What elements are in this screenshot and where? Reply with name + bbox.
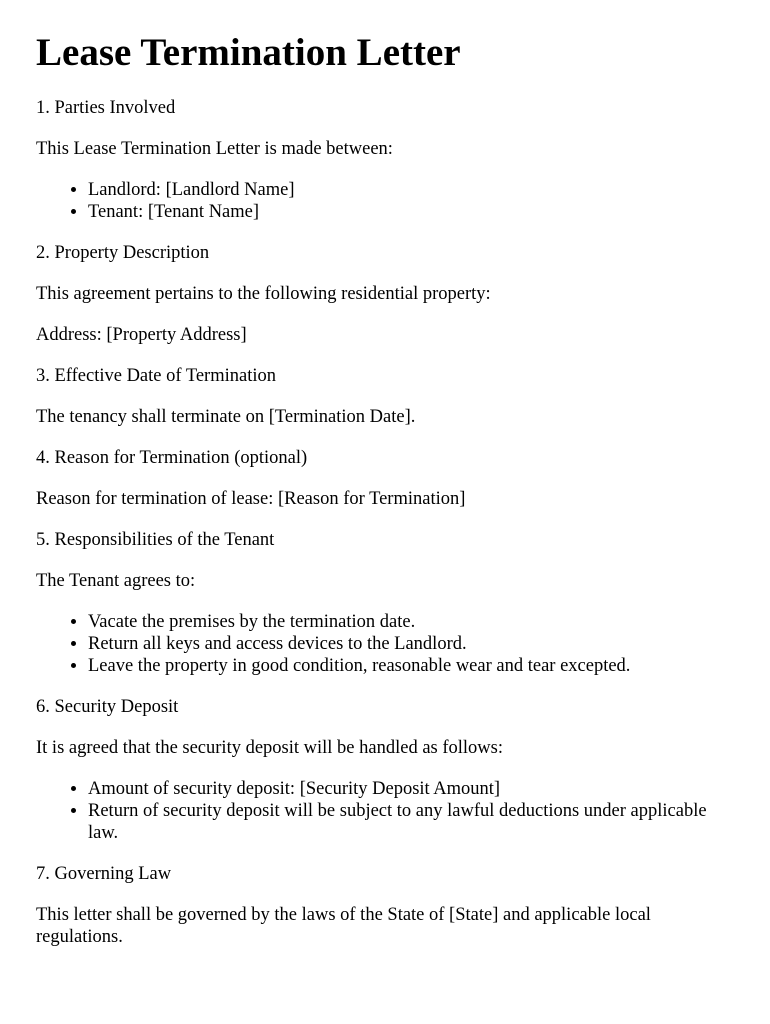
section-heading-responsibilities: 5. Responsibilities of the Tenant (36, 529, 275, 550)
section-heading-parties: 1. Parties Involved (36, 97, 176, 118)
list-item: • Amount of security deposit: [Security Deposit Amount] (88, 778, 734, 800)
section-heading-reason: 4. Reason for Termination (optional) (36, 447, 308, 468)
property-intro: This agreement pertains to the following residential property: (36, 283, 491, 304)
governing-law-text: This letter shall be governed by the laws of the State of [State] and applicable local regulations. (36, 904, 651, 947)
security-deposit-list (36, 778, 734, 844)
list-item: • Return of security deposit will be subject to any lawful deductions under applicable law. (88, 800, 734, 844)
responsibilities-list (36, 611, 734, 677)
property-address: Address: [Property Address] (36, 324, 247, 345)
parties-list (36, 179, 734, 223)
document-title: Lease Termination Letter (36, 31, 461, 74)
list-item: • Vacate the premises by the termination date. (88, 611, 734, 633)
reason-text: Reason for termination of lease: [Reason for Termination] (36, 488, 466, 509)
section-heading-effective-date: 3. Effective Date of Termination (36, 365, 276, 386)
list-item: • Tenant: [Tenant Name] (88, 201, 734, 223)
parties-intro: This Lease Termination Letter is made between: (36, 138, 393, 159)
responsibilities-intro: The Tenant agrees to: (36, 570, 196, 591)
section-heading-security-deposit: 6. Security Deposit (36, 696, 179, 717)
list-item: • Return all keys and access devices to the Landlord. (88, 633, 734, 655)
security-deposit-intro: It is agreed that the security deposit will be handled as follows: (36, 737, 504, 758)
section-heading-governing-law: 7. Governing Law (36, 863, 172, 884)
section-heading-property: 2. Property Description (36, 242, 210, 263)
list-item: • Landlord: [Landlord Name] (88, 179, 734, 201)
effective-date-text: The tenancy shall terminate on [Termination Date]. (36, 406, 416, 427)
list-item: • Leave the property in good condition, reasonable wear and tear excepted. (88, 655, 734, 677)
